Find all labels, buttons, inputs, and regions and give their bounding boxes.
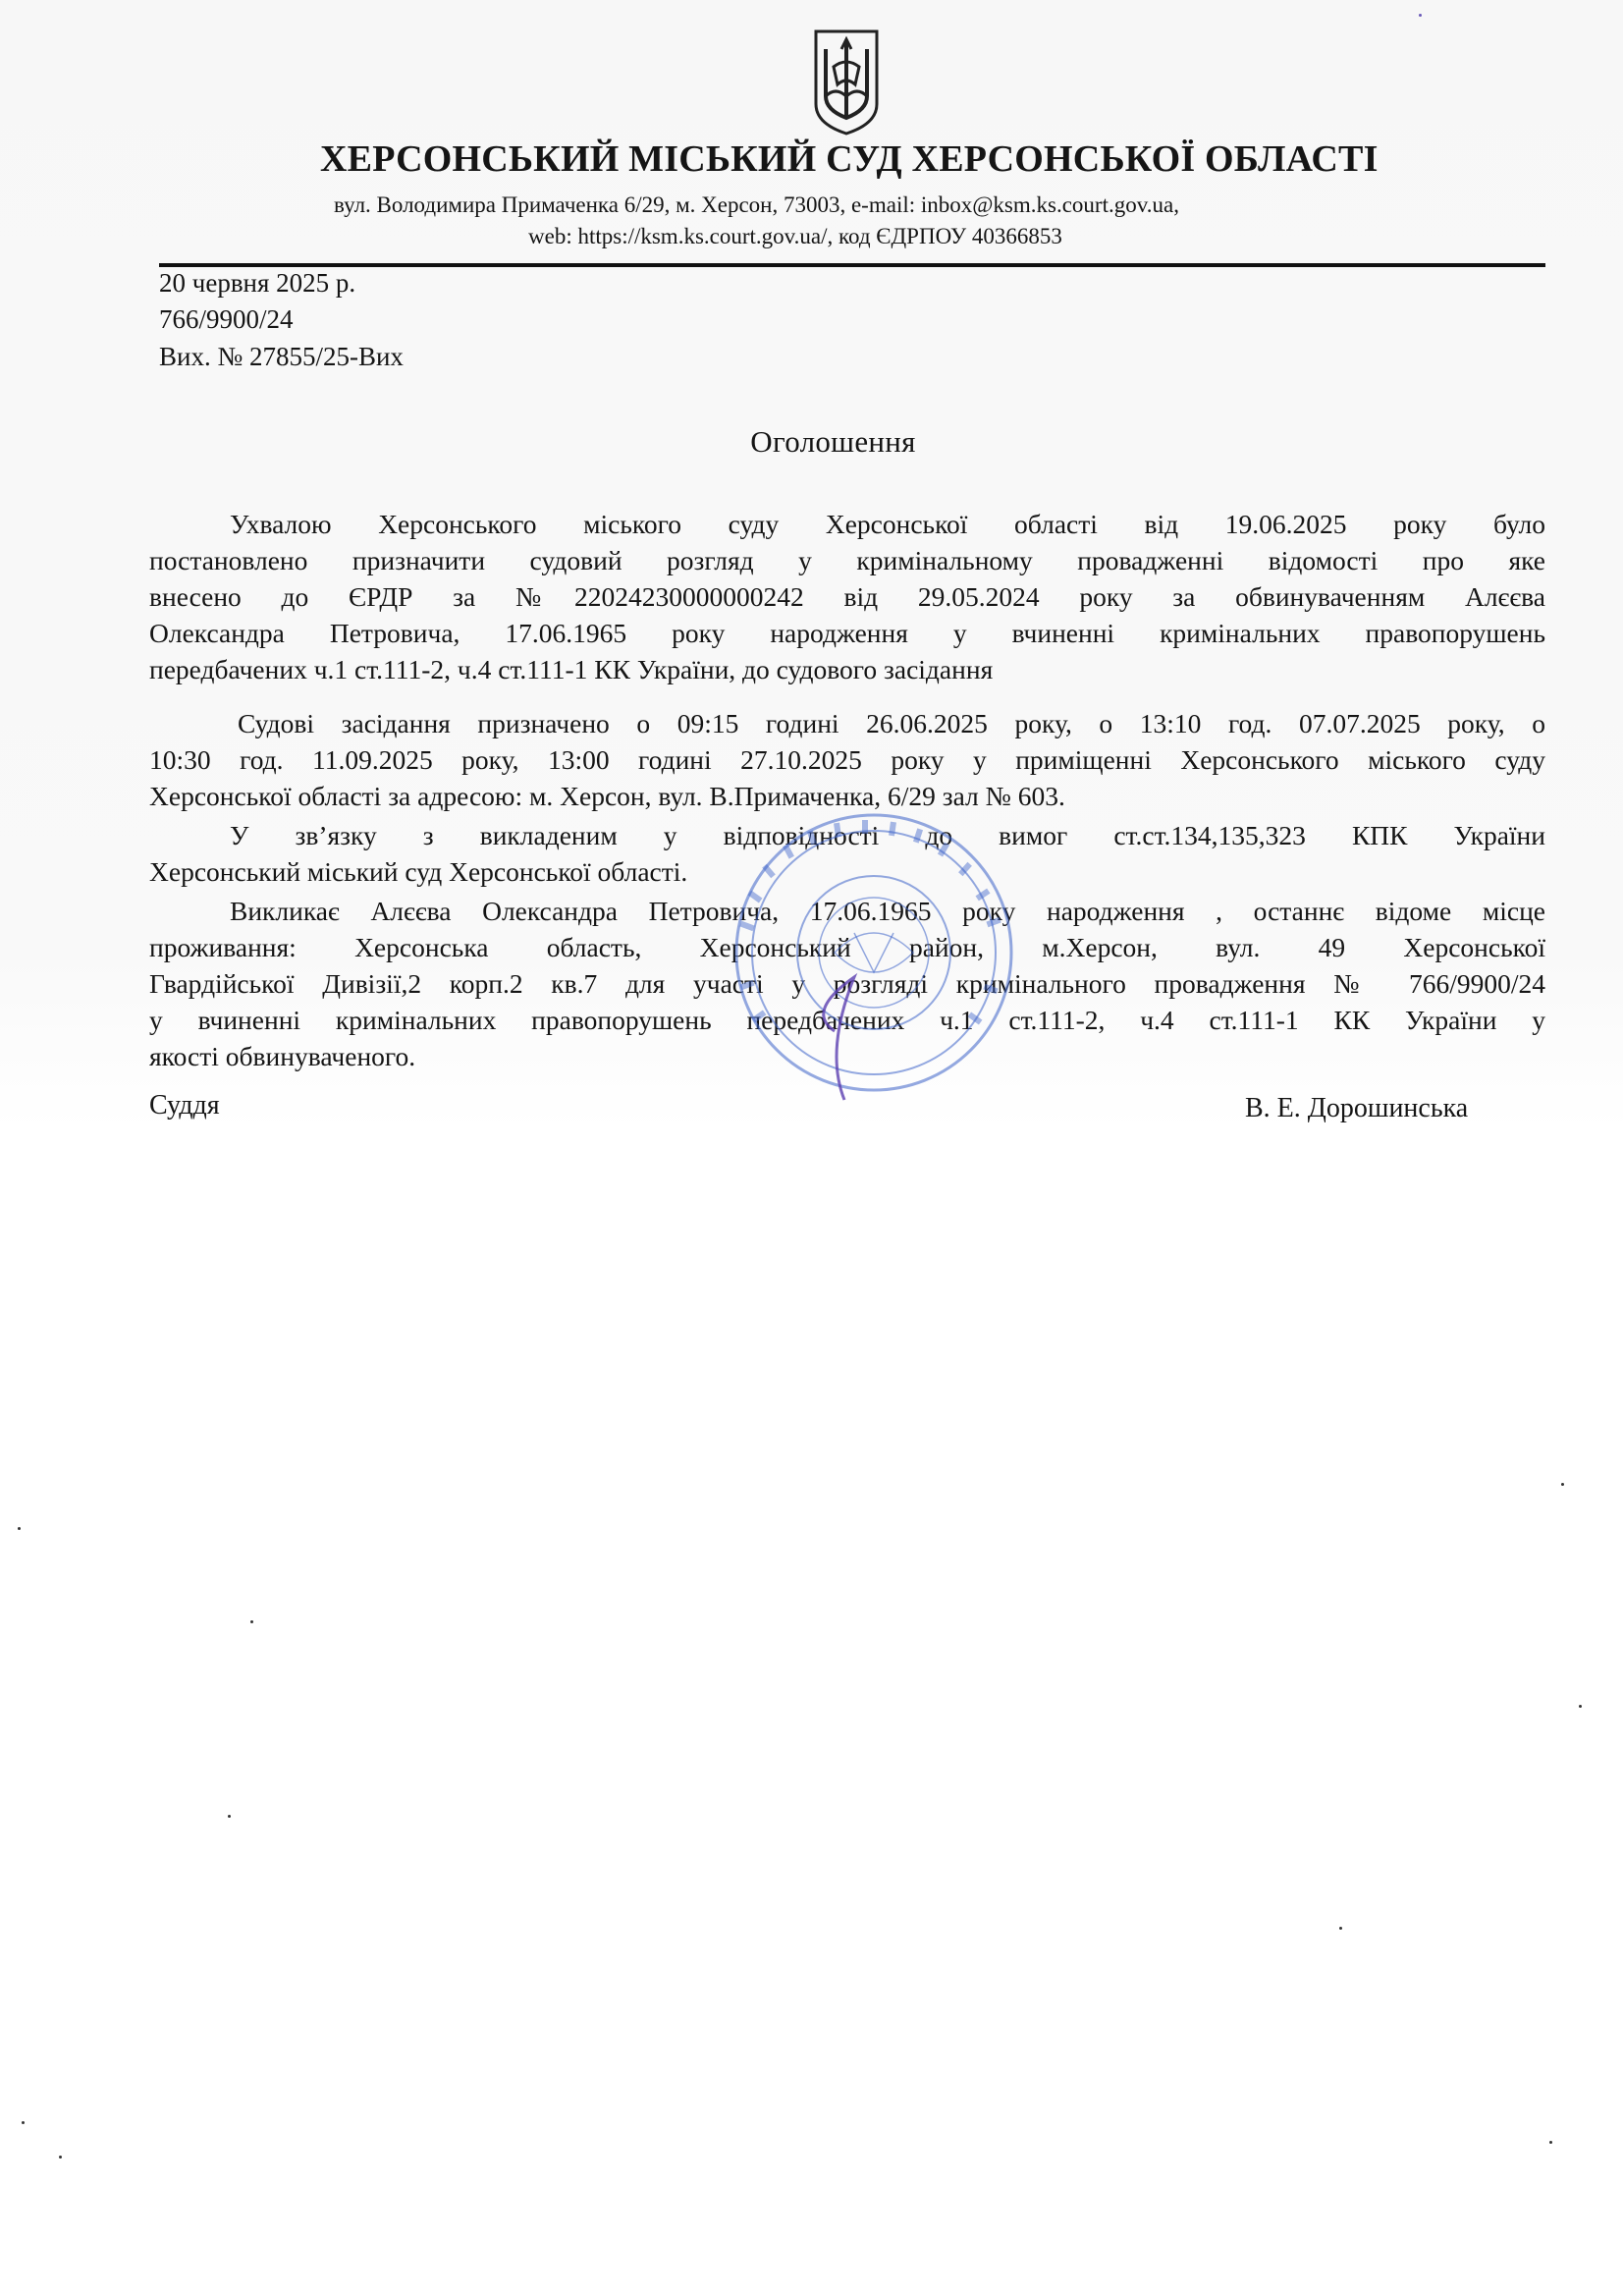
- text-line: Олександра Петровича, 17.06.1965 року народження у вчиненні кримінальних правопорушень: [149, 618, 1545, 648]
- signature-name: В. Е. Дорошинська: [1245, 1093, 1469, 1123]
- paragraph-hearings: [149, 705, 1545, 814]
- text-line: Ухвалою Херсонського міського суду Херсонської області від 19.06.2025 року було: [230, 509, 1545, 539]
- scan-speck: [18, 1527, 21, 1530]
- text-line: Викликає Алєєва Олександра Петровича, 17.06.1965 року народження , останнє відоме місце: [230, 896, 1545, 926]
- scan-speck: [1579, 1705, 1582, 1708]
- court-address: вул. Володимира Примаченка 6/29, м. Херсон, 73003, e-mail: inbox@ksm.ks.court.gov.ua,: [334, 192, 1179, 217]
- text-line: Херсонської області за адресою: м. Херсон, вул. В.Примаченка, 6/29 зал № 603.: [149, 781, 1065, 811]
- court-web-code: web: https://ksm.ks.court.gov.ua/, код ЄДРПОУ 40366853: [528, 224, 1062, 248]
- scan-speck: [250, 1620, 253, 1623]
- document-date: 20 червня 2025 р.: [159, 268, 356, 298]
- header-divider: [159, 263, 1545, 267]
- text-line: постановлено призначити судовий розгляд у кримінальному провадженні відомості про яке: [149, 545, 1545, 575]
- scan-speck: [22, 2121, 25, 2124]
- scan-speck: [59, 2156, 62, 2159]
- text-line: У зв’язку з викладеним у відповідності до вимог ст.ст.134,135,323 КПК України: [230, 820, 1545, 850]
- scan-speck: [1549, 2141, 1552, 2144]
- text-line: Судові засідання призначено о 09:15 годині 26.06.2025 року, о 13:10 год. 07.07.2025 року, о: [238, 708, 1545, 738]
- outgoing-number: Вих. № 27855/25-Вих: [159, 342, 404, 371]
- text-line: у вчиненні кримінальних правопорушень передбачених ч.1 ст.111-2, ч.4 ст.111-1 КК України у: [149, 1005, 1545, 1035]
- trident-emblem-icon: [812, 27, 881, 137]
- text-line: проживання: Херсонська область, Херсонський район, м.Херсон, вул. 49 Херсонської: [149, 932, 1545, 962]
- signature-role: Суддя: [149, 1090, 220, 1121]
- text-line: Херсонський міський суд Херсонської області.: [149, 856, 688, 887]
- scan-speck: [1339, 1927, 1342, 1930]
- paragraph-ruling: [149, 506, 1545, 687]
- case-number: 766/9900/24: [159, 304, 294, 334]
- text-line: 10:30 год. 11.09.2025 року, 13:00 годині 27.10.2025 року у приміщенні Херсонського міського суду: [149, 744, 1545, 775]
- text-line: внесено до ЄРДР за №22024230000000242 від 29.05.2024 року за обвинуваченням Алєєва: [149, 581, 1545, 612]
- text-line: Гвардійської Дивізії,2 корп.2 кв.7 для участі у розгляді кримінального провадження № 766/9900/24: [149, 968, 1545, 999]
- scan-speck: [1419, 14, 1422, 17]
- court-name: ХЕРСОНСЬКИЙ МІСЬКИЙ СУД ХЕРСОНСЬКОЇ ОБЛАСТІ: [320, 138, 1379, 180]
- text-line: якості обвинуваченого.: [149, 1041, 416, 1071]
- text-line: передбачених ч.1 ст.111-2, ч.4 ст.111-1 КК України, до судового засідання: [149, 654, 994, 684]
- scan-speck: [228, 1815, 231, 1818]
- court-seal-stamp: [687, 805, 1021, 1120]
- document-title: Оголошення: [750, 424, 916, 459]
- scan-speck: [1561, 1483, 1564, 1486]
